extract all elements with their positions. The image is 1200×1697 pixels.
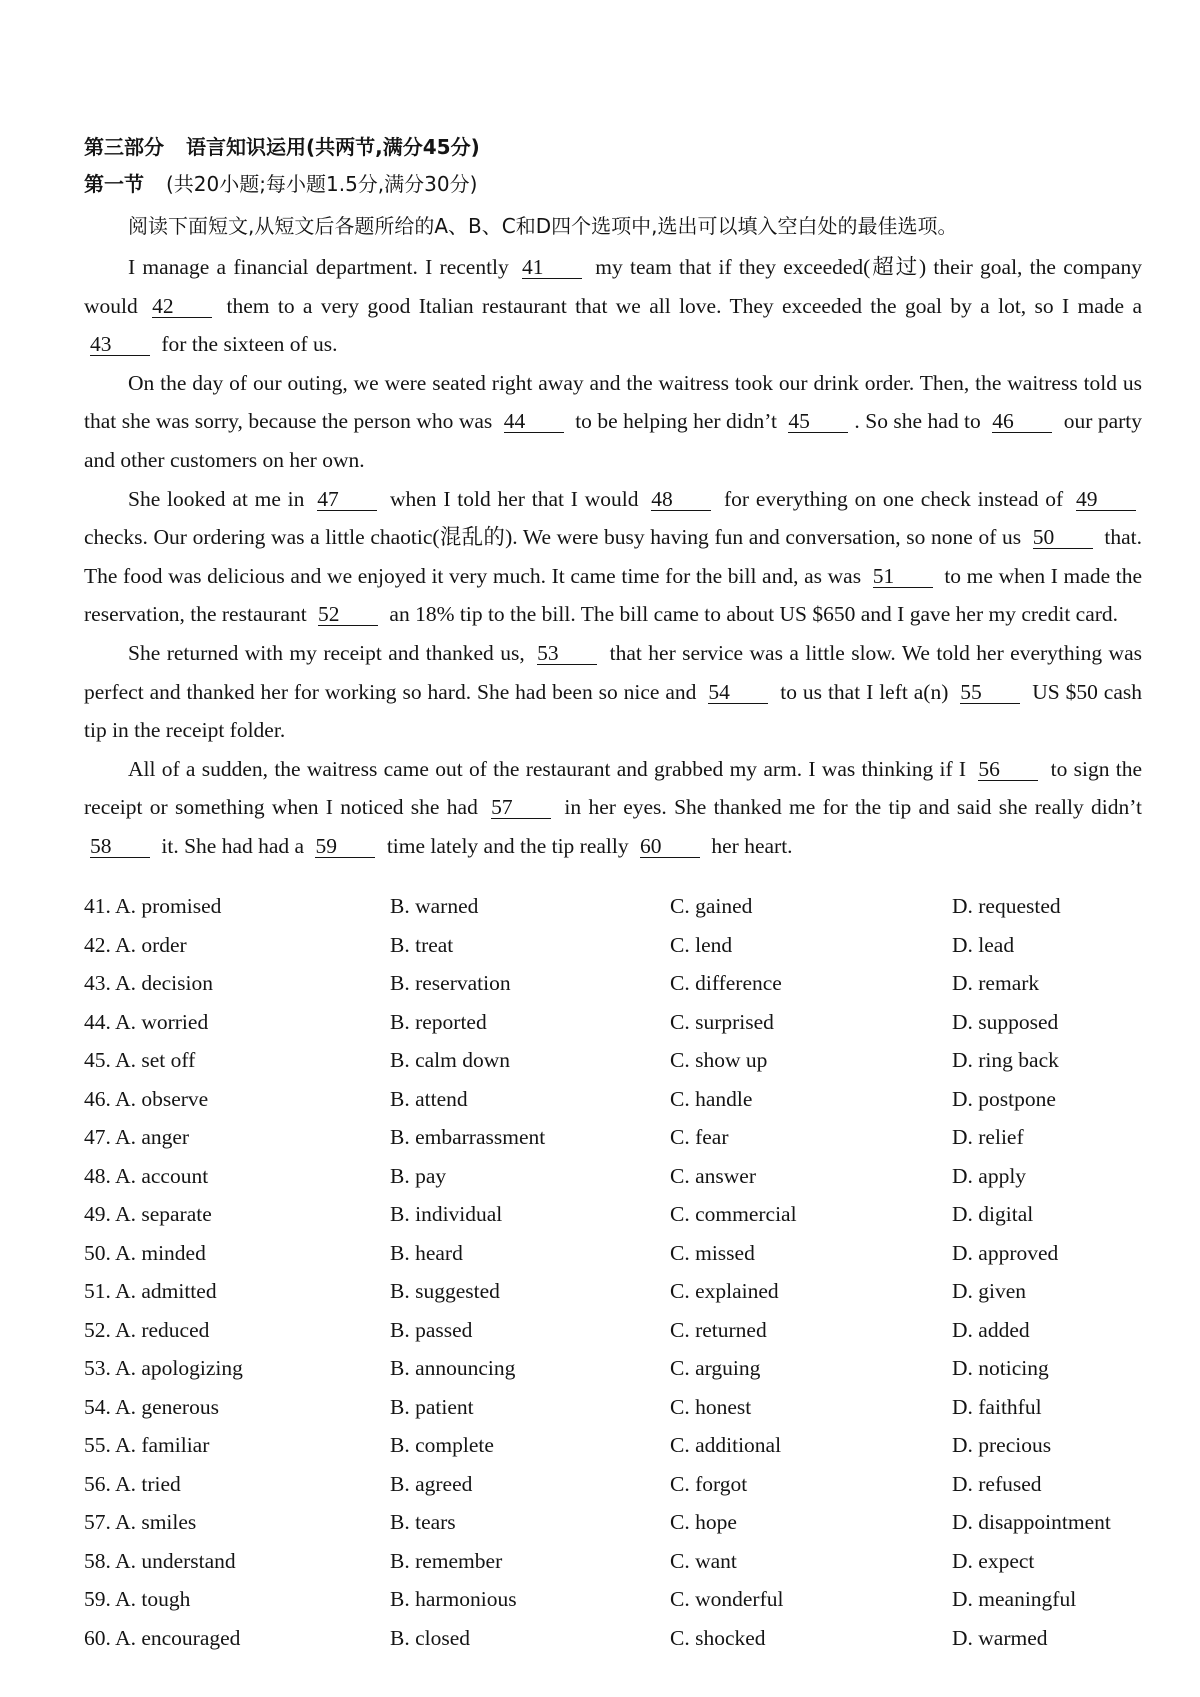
passage-text: All of a sudden, the waitress came out of the restaurant and grabbed my arm. I was thinking if I [128,756,973,781]
option-d: D. ring back [952,1048,1059,1072]
passage-text: them to a very good Italian restaurant that we all love. They exceeded the goal by a lot, so I made a [218,293,1143,318]
option-c: C. explained [670,1279,779,1303]
option-c: C. honest [670,1394,752,1419]
option-d: D. remark [952,971,1040,995]
option-c: C. arguing [670,1356,761,1380]
option-a: 57. A. smiles [84,1510,197,1534]
section-label: 第一节 [84,172,144,196]
passage-text: her heart. [706,833,793,858]
passage-text: when I told her that I would [383,486,646,511]
option-row [84,894,1144,933]
option-a: 47. A. anger [84,1125,190,1149]
blank-45: 45 [788,410,848,433]
options-list [84,894,1144,1664]
option-a: 56. A. tried [84,1471,181,1496]
option-d: D. relief [952,1125,1024,1149]
option-row [84,1241,1144,1280]
blank-55: 55 [960,681,1020,704]
passage-text: it. She had had a [156,833,310,858]
option-b: B. calm down [390,1048,511,1072]
option-d: D. disappointment [952,1510,1111,1534]
passage-text: that. The food was delicious and we enjoyed it very much. It came time for the bill and, as was [84,525,1142,588]
option-c: C. fear [670,1125,729,1149]
option-b: B. warned [390,894,479,918]
passage-text: to sign the receipt or something when I noticed she had [84,756,1142,820]
option-a: 50. A. minded [84,1240,206,1265]
option-a: 59. A. tough [84,1587,191,1611]
option-row [84,1472,1144,1511]
option-d: D. warmed [952,1625,1048,1650]
passage-text: checks. Our ordering was a little chaotic(混乱的). We were busy having fun and conversation, so none of us [84,525,1027,550]
passage-text: She looked at me in [128,486,312,511]
option-b: B. suggested [390,1279,500,1303]
option-row [84,971,1144,1010]
blank-56: 56 [978,758,1038,781]
passage-paragraph [84,364,1142,480]
passage-text: US $50 cash tip in the receipt folder. [84,679,1142,743]
passage-text: in her eyes. She thanked me for the tip and said she really didn’t [557,795,1142,820]
option-c: C. returned [670,1317,767,1342]
option-c: C. commercial [670,1202,797,1226]
blank-50: 50 [1033,526,1093,549]
passage-text: that her service was a little slow. We told her everything was perfect and thanked her for working so hard. She had been so nice and [84,640,1142,704]
option-c: C. surprised [670,1009,774,1034]
passage-text: to be helping her didn’t [569,409,783,434]
option-b: B. individual [390,1202,503,1226]
option-row [84,1318,1144,1357]
option-row [84,1164,1144,1203]
option-b: B. attend [390,1086,468,1111]
option-d: D. apply [952,1163,1027,1188]
passage-paragraph [84,248,1142,364]
option-b: B. complete [390,1433,494,1457]
option-b: B. closed [390,1625,471,1650]
option-c: C. lend [670,932,733,957]
option-row [84,1433,1144,1472]
option-d: D. meaningful [952,1587,1077,1611]
option-a: 41. A. promised [84,894,222,918]
option-row [84,1010,1144,1049]
option-a: 49. A. separate [84,1202,212,1226]
option-b: B. patient [390,1394,474,1419]
option-d: D. postpone [952,1086,1056,1111]
passage-text: On the day of our outing, we were seated right away and the waitress took our drink order. Then, the waitress told us that she was sorry, because the person who was [84,370,1142,434]
option-c: C. want [670,1548,737,1573]
part-label: 第三部分 [84,135,164,159]
option-c: C. hope [670,1510,737,1534]
option-b: B. remember [390,1548,503,1573]
option-a: 48. A. account [84,1163,209,1188]
option-d: D. lead [952,932,1015,957]
passage-text: for everything on one check instead of [717,486,1070,511]
blank-51: 51 [873,565,933,588]
part-heading [84,131,480,160]
section-title: (共20小题;每小题1.5分,满分30分) [166,172,478,196]
option-d: D. requested [952,894,1061,918]
option-row [84,933,1144,972]
option-b: B. reservation [390,971,511,995]
option-b: B. tears [390,1510,456,1534]
option-a: 45. A. set off [84,1048,196,1072]
option-b: B. pay [390,1163,447,1188]
blank-54: 54 [708,681,768,704]
blank-60: 60 [640,835,700,858]
option-row [84,1087,1144,1126]
blank-46: 46 [992,410,1052,433]
option-d: D. approved [952,1240,1059,1265]
passage-paragraph [84,480,1142,634]
blank-58: 58 [90,835,150,858]
blank-44: 44 [504,410,564,433]
blank-57: 57 [491,796,551,819]
option-a: 46. A. observe [84,1086,209,1111]
option-d: D. faithful [952,1394,1042,1419]
passage-text: I manage a financial department. I recently [128,255,517,279]
part-title: 语言知识运用(共两节,满分45分) [186,135,480,159]
option-a: 42. A. order [84,932,187,957]
blank-42: 42 [152,295,212,318]
option-row [84,1510,1144,1549]
passage-paragraph [84,750,1142,866]
passage-text: She returned with my receipt and thanked us, [128,640,532,665]
option-a: 52. A. reduced [84,1317,210,1342]
passage-text: my team that if they exceeded(超过) their goal, the company would [84,255,1142,318]
option-b: B. heard [390,1240,463,1265]
option-b: B. reported [390,1009,487,1034]
option-a: 53. A. apologizing [84,1356,243,1380]
option-d: D. refused [952,1471,1042,1496]
option-b: B. agreed [390,1471,473,1496]
passage-text: to us that I left a(n) [774,679,955,704]
option-b: B. passed [390,1317,473,1342]
option-a: 58. A. understand [84,1548,236,1573]
option-b: B. announcing [390,1356,516,1380]
option-a: 44. A. worried [84,1009,209,1034]
option-c: C. additional [670,1433,782,1457]
option-c: C. forgot [670,1471,748,1496]
blank-41: 41 [522,256,582,279]
option-a: 43. A. decision [84,971,213,995]
option-row [84,1125,1144,1164]
blank-47: 47 [317,488,377,511]
cloze-passage [84,248,1142,866]
blank-59: 59 [315,835,375,858]
option-b: B. treat [390,932,454,957]
option-d: D. added [952,1317,1030,1342]
passage-text: to me when I made the reservation, the restaurant [84,563,1142,627]
blank-49: 49 [1076,488,1136,511]
option-row [84,1356,1144,1395]
option-d: D. noticing [952,1356,1049,1380]
passage-paragraph [84,634,1142,750]
passage-text: our party and other customers on her own. [84,409,1142,472]
option-a: 54. A. generous [84,1394,219,1419]
option-d: D. given [952,1279,1027,1303]
option-c: C. shocked [670,1625,766,1650]
option-row [84,1202,1144,1241]
option-a: 55. A. familiar [84,1433,210,1457]
section-heading [84,168,477,197]
option-c: C. show up [670,1048,768,1072]
option-row [84,1279,1144,1318]
option-c: C. gained [670,894,753,918]
option-row [84,1549,1144,1588]
option-a: 60. A. encouraged [84,1625,241,1650]
option-c: C. missed [670,1240,755,1265]
passage-text: an 18% tip to the bill. The bill came to about US $650 and I gave her my credit card. [384,602,1119,627]
option-d: D. precious [952,1433,1052,1457]
blank-43: 43 [90,333,150,356]
option-b: B. embarrassment [390,1125,546,1149]
option-row [84,1048,1144,1087]
option-d: D. expect [952,1548,1035,1573]
option-d: D. digital [952,1202,1034,1226]
passage-text: . So she had to [854,409,987,434]
option-c: C. handle [670,1086,753,1111]
option-row [84,1587,1144,1626]
blank-53: 53 [537,642,597,665]
passage-text: for the sixteen of us. [156,332,338,357]
option-d: D. supposed [952,1009,1059,1034]
blank-52: 52 [318,603,378,626]
instruction: 阅读下面短文,从短文后各题所给的A、B、C和D四个选项中,选出可以填入空白处的最佳选项。 [128,214,958,238]
option-c: C. difference [670,971,782,995]
option-c: C. wonderful [670,1587,784,1611]
option-row [84,1626,1144,1665]
option-row [84,1395,1144,1434]
passage-text: time lately and the tip really [381,833,634,858]
option-a: 51. A. admitted [84,1279,217,1303]
option-b: B. harmonious [390,1587,517,1611]
option-c: C. answer [670,1163,756,1188]
blank-48: 48 [651,488,711,511]
